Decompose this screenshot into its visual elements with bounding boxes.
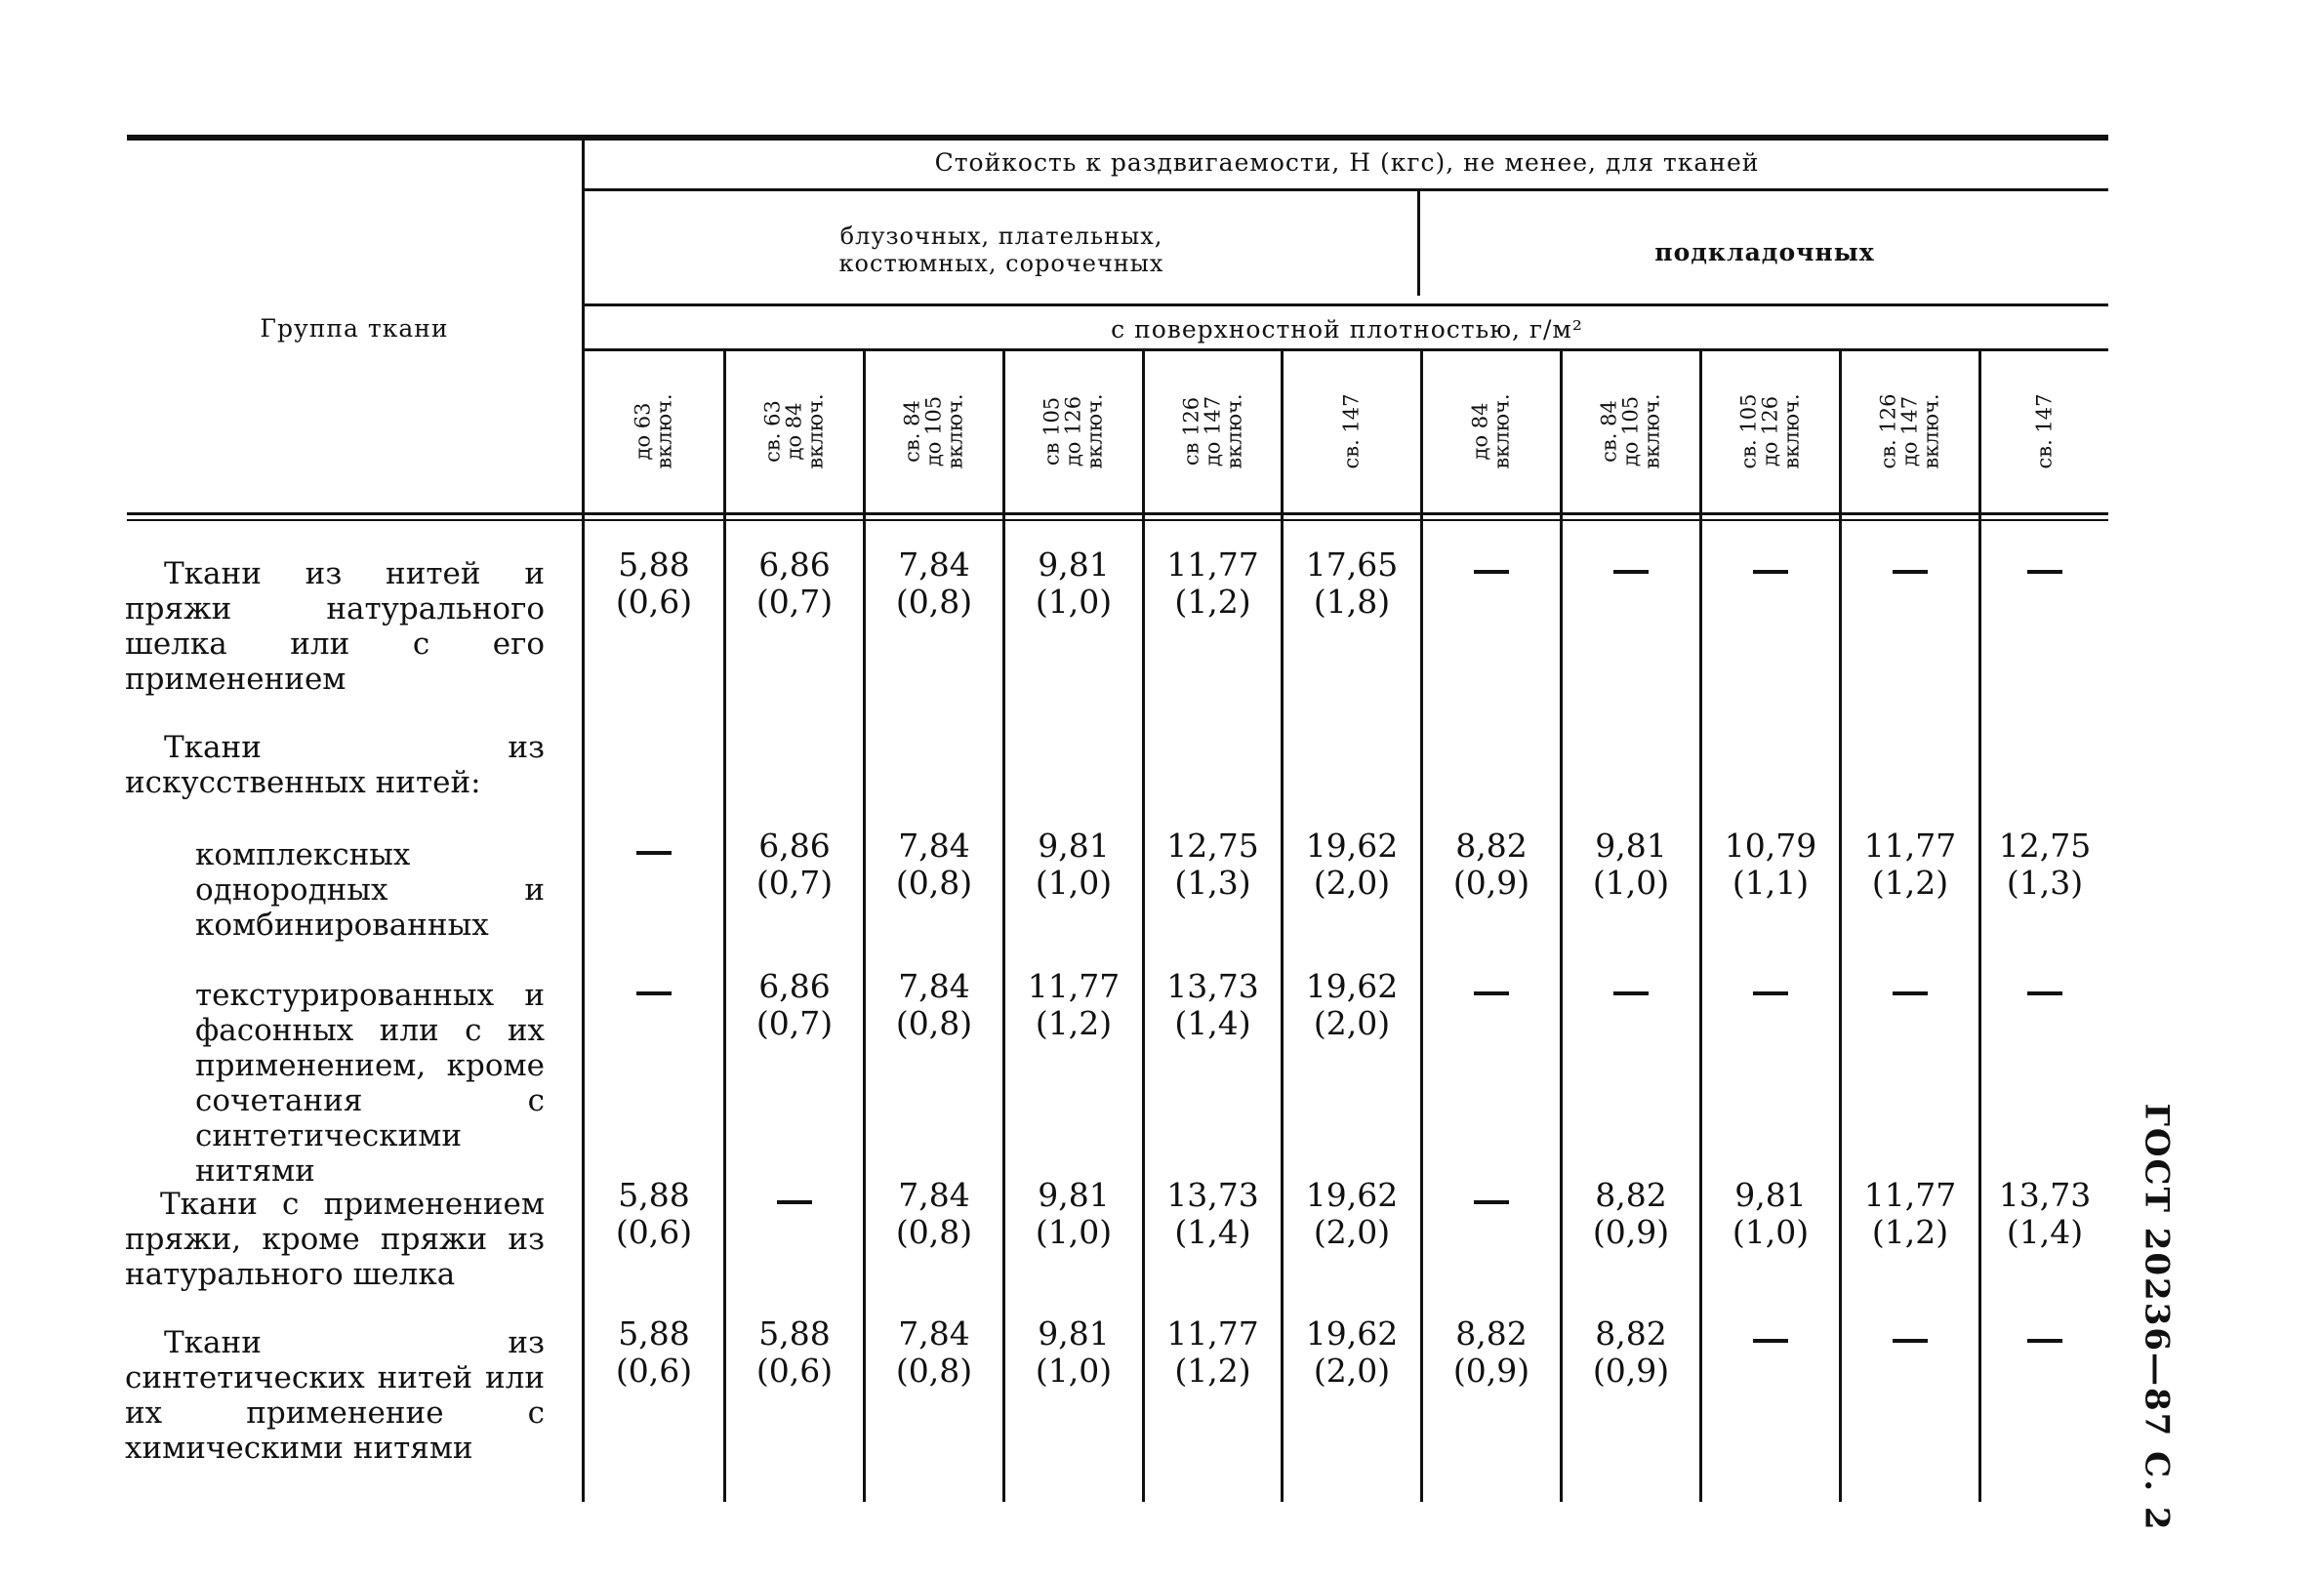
- col-divider-10: [1978, 351, 1981, 1502]
- table-cell: 5,88 (0,6): [755, 1314, 834, 1390]
- lining-fabrics-caption: подкладочных: [1654, 238, 1875, 266]
- col-header-9: св. 105 до 126 включ.: [1736, 393, 1804, 469]
- empty-cell-dash: [2027, 991, 2062, 995]
- table-cell: 8,82 (0,9): [1592, 1314, 1670, 1390]
- col-divider-8: [1699, 351, 1702, 1502]
- table-cell: 9,81 (1,0): [1035, 1176, 1113, 1251]
- table-cell: 6,86 (0,7): [755, 827, 834, 902]
- row-group-label: Ткани из синтетических нитей или их применение с химическими нитями: [125, 1325, 545, 1466]
- header-bottom-rule: [127, 512, 2108, 515]
- group-column-header: Группа ткани: [260, 314, 449, 343]
- empty-cell-dash: [2027, 570, 2062, 574]
- col-header-2: св. 63 до 84 включ.: [760, 393, 828, 469]
- empty-cell-dash: [1893, 1339, 1928, 1343]
- density-caption: с поверхностной плотностью, г/м²: [1111, 315, 1583, 343]
- table-cell: 12,75 (1,3): [1166, 827, 1259, 902]
- rule-under-main-caption: [584, 188, 2108, 191]
- table-cell: 19,62 (2,0): [1305, 967, 1399, 1042]
- table-cell: 6,86 (0,7): [755, 546, 834, 621]
- table-cell: 7,84 (0,8): [895, 1176, 973, 1251]
- table-cell: 8,82 (0,9): [1592, 1176, 1670, 1251]
- blouse-fabrics-caption: блузочных, плательных, костюмных, сорочечных: [838, 222, 1164, 277]
- table-cell: 17,65 (1,8): [1305, 546, 1399, 621]
- table-cell: 19,62 (2,0): [1305, 1314, 1399, 1390]
- empty-cell-dash: [1753, 1339, 1788, 1343]
- row-group-label: Ткани из нитей и пряжи натурального шелка или с его применением: [125, 556, 545, 697]
- table-cell: 19,62 (2,0): [1305, 827, 1399, 902]
- empty-cell-dash: [2027, 1339, 2062, 1343]
- empty-cell-dash: [636, 851, 672, 855]
- col-header-5: св 126 до 147 включ.: [1179, 393, 1246, 469]
- table-cell: 11,77 (1,2): [1027, 967, 1121, 1042]
- empty-cell-dash: [777, 1200, 812, 1204]
- table-cell: 7,84 (0,8): [895, 967, 973, 1042]
- table-cell: 9,81 (1,0): [1035, 1314, 1113, 1390]
- col-header-4: св 105 до 126 включ.: [1040, 393, 1107, 469]
- empty-cell-dash: [1613, 570, 1649, 574]
- type-divider: [1417, 191, 1420, 296]
- table-cell: 11,77 (1,2): [1863, 827, 1957, 902]
- rule-under-fabric-types: [584, 303, 2108, 306]
- table-cell: 7,84 (0,8): [895, 827, 973, 902]
- table-cell: 5,88 (0,6): [615, 1176, 693, 1251]
- table-cell: 19,62 (2,0): [1305, 1176, 1399, 1251]
- col-header-11: св. 147: [2033, 393, 2057, 469]
- table-cell: 5,88 (0,6): [615, 546, 693, 621]
- top-rule: [127, 135, 2108, 141]
- table-cell: 6,86 (0,7): [755, 967, 834, 1042]
- empty-cell-dash: [636, 991, 672, 995]
- col-header-10: св. 126 до 147 включ.: [1876, 393, 1943, 469]
- table-cell: 13,73 (1,4): [1166, 967, 1259, 1042]
- table-cell: 11,77 (1,2): [1166, 546, 1259, 621]
- col-header-1: до 63 включ.: [631, 393, 676, 469]
- row-group-label: комплексных однородных и комбинированных: [195, 837, 545, 943]
- table-cell: 13,73 (1,4): [1166, 1176, 1259, 1251]
- table-cell: 11,77 (1,2): [1166, 1314, 1259, 1390]
- header-bottom-rule-2: [127, 519, 2108, 521]
- empty-cell-dash: [1753, 570, 1788, 574]
- table-cell: 11,77 (1,2): [1863, 1176, 1957, 1251]
- empty-cell-dash: [1474, 570, 1509, 574]
- table-cell: 10,79 (1,1): [1724, 827, 1817, 902]
- table-cell: 5,88 (0,6): [615, 1314, 693, 1390]
- table-cell: 7,84 (0,8): [895, 1314, 973, 1390]
- table-cell: 9,81 (1,0): [1035, 827, 1113, 902]
- col-header-8: св. 84 до 105 включ.: [1597, 393, 1664, 469]
- table-cell: 13,73 (1,4): [1998, 1176, 2092, 1251]
- row-group-label: Ткани из искусственных нитей:: [125, 730, 545, 800]
- table-cell: 8,82 (0,9): [1452, 1314, 1530, 1390]
- col-header-3: св. 84 до 105 включ.: [900, 393, 967, 469]
- table-cell: 12,75 (1,3): [1998, 827, 2092, 902]
- table-cell: 9,81 (1,0): [1732, 1176, 1810, 1251]
- table-cell: 9,81 (1,0): [1035, 546, 1113, 621]
- col-header-7: до 84 включ.: [1468, 393, 1514, 469]
- empty-cell-dash: [1613, 991, 1649, 995]
- empty-cell-dash: [1893, 570, 1928, 574]
- row-group-label: Ткани с применением пряжи, кроме пряжи из натурального шелка: [125, 1187, 545, 1292]
- col-divider-9: [1839, 351, 1842, 1502]
- empty-cell-dash: [1893, 991, 1928, 995]
- col-header-6: св. 147: [1340, 393, 1364, 469]
- table-cell: 7,84 (0,8): [895, 546, 973, 621]
- empty-cell-dash: [1753, 991, 1788, 995]
- rule-under-density-caption: [584, 348, 2108, 351]
- table-cell: 8,82 (0,9): [1452, 827, 1530, 902]
- empty-cell-dash: [1474, 1200, 1509, 1204]
- group-column-divider: [582, 141, 585, 1502]
- table-cell: 9,81 (1,0): [1592, 827, 1670, 902]
- document-side-label: ГОСТ 20236—87 С. 2: [2138, 1103, 2177, 1532]
- empty-cell-dash: [1474, 991, 1509, 995]
- main-caption: Стойкость к раздвигаемости, Н (кгс), не менее, для тканей: [934, 148, 1760, 177]
- row-group-label: текстурированных и фасонных или с их применением, кроме сочетания с синтетическими нитями: [195, 978, 545, 1189]
